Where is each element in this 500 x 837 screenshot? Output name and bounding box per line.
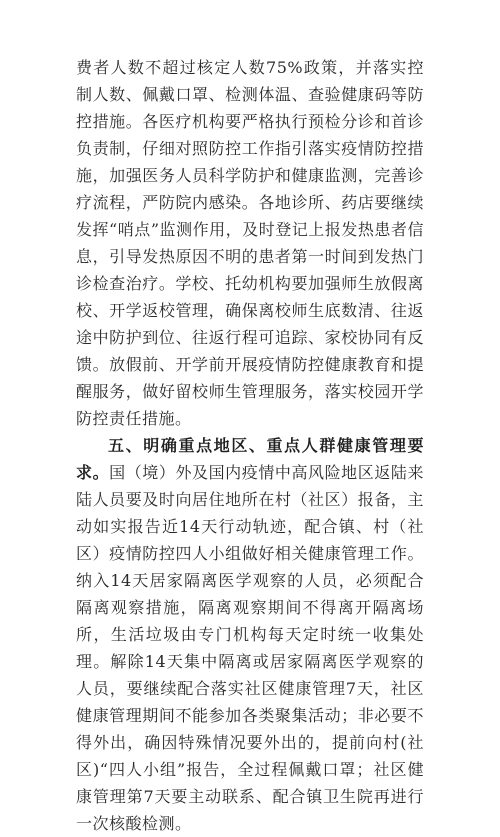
body-paragraph-1 [76,54,424,432]
paragraph-2-text: 国（境）外及国内疫情中高风险地区返陆来陆人员要及时向居住地所在村（社区）报备，主动如实报告近14天行动轨迹，配合镇、村（社区）疫情防控四人小组做好相关健康管理工作。纳入14天居家隔离医学观察的人员，必须配合隔离观察措施，隔离观察期间不得离开隔离场所，生活垃圾由专门机构每天定时统一收集处理。解除14天集中隔离或居家隔离医学观察的人员，要继续配合落实社区健康管理7天，社区健康管理期间不能参加各类聚集活动；非必要不得外出，确因特殊情况要外出的，提前向村(社区)“四人小组”报告，全过程佩戴口罩；社区健康管理第7天要主动联系、配合镇卫生院再进行一次核酸检测。 [76,463,424,833]
body-paragraph-2 [76,432,424,837]
section-five-heading: 五、明确重点地区、重点人群健康管理要求。 [76,436,424,482]
paragraph-1-text: 费者人数不超过核定人数75%政策，并落实控制人数、佩戴口罩、检测体温、查验健康码等防控措施。各医疗机构要严格执行预检分诊和首诊负责制，仔细对照防控工作指引落实疫情防控措施，加强医务人员科学防护和健康监测，完善诊疗流程，严防院内感染。各地诊所、药店要继续发挥“哨点”监测作用，及时登记上报发热患者信息，引导发热原因不明的患者第一时间到发热门诊检查治疗。学校、托幼机构要加强师生放假离校、开学返校管理，确保离校师生底数清、往返途中防护到位、往返行程可追踪、家校协同有反馈。放假前、开学前开展疫情防控健康教育和提醒服务，做好留校师生管理服务，落实校园开学防控责任措施。 [76,58,424,428]
